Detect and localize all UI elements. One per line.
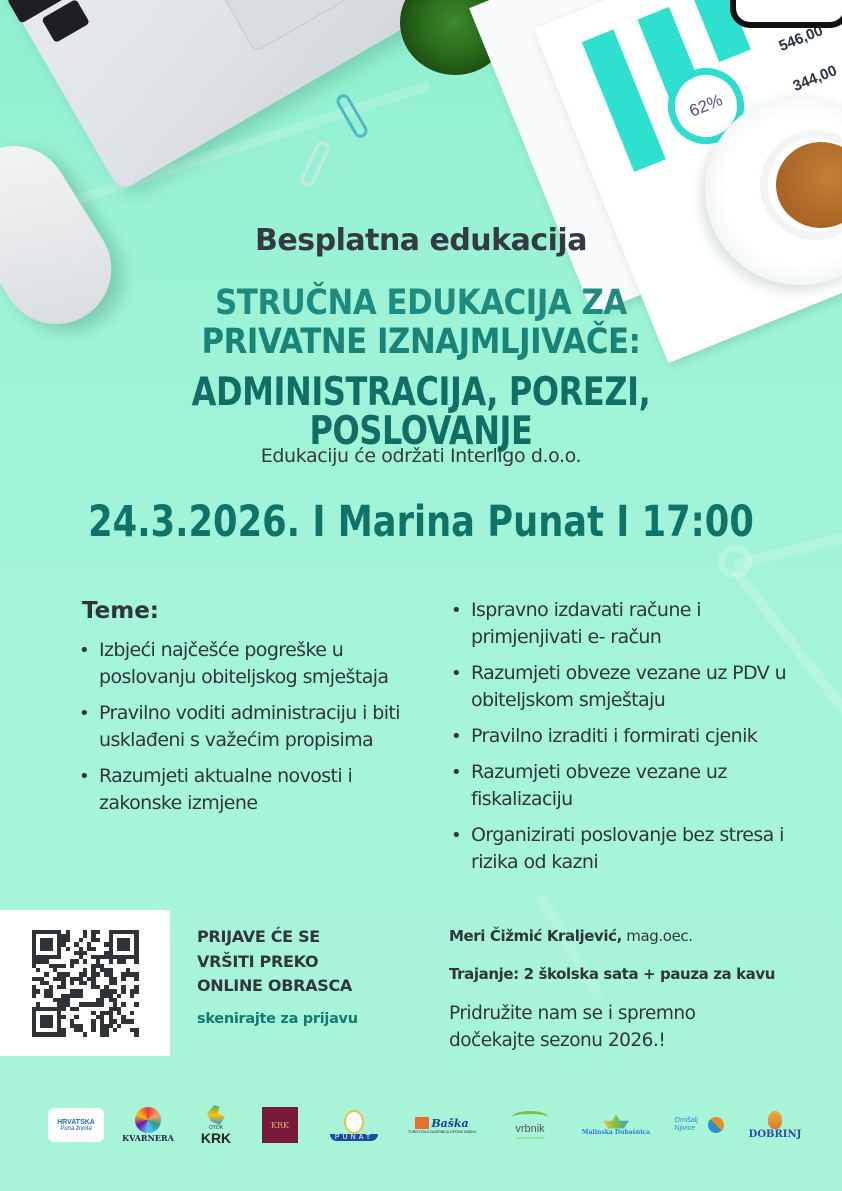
kvarner-mark-icon	[135, 1107, 161, 1133]
topics-list-left	[79, 637, 424, 826]
logo-dobrinj-text: DOBRINJ	[748, 1128, 802, 1140]
topic-item: • Izbjeći najčešće pogreške u poslovanju obiteljskog smještaja	[79, 637, 424, 691]
logo-punat	[326, 1100, 382, 1150]
logo-kvarner-text: KVARNERA	[122, 1133, 174, 1143]
stat-value-1: 546,00	[776, 22, 826, 55]
sponsor-logos	[0, 1100, 842, 1150]
topics-heading: Teme:	[82, 598, 159, 624]
logo-hrvatska	[48, 1100, 104, 1150]
registration-line-1: PRIJAVE ĆE SE	[197, 927, 320, 946]
krk-island-icon	[207, 1105, 225, 1125]
scan-label: skenirajte za prijavu	[197, 1011, 358, 1027]
registration-line-2: VRŠITI PREKO	[197, 951, 319, 971]
network-node	[718, 545, 752, 579]
donut-label: 62%	[686, 90, 726, 121]
lecturer-title: mag.oec.	[621, 927, 693, 945]
logo-grad-krk-text: KRK	[271, 1120, 289, 1130]
registration-line-3: ONLINE OBRASCA	[197, 976, 352, 995]
registration-text	[197, 925, 352, 999]
title-line-3: ADMINISTRACIJA, POREZI, POSLOVANJE	[191, 370, 651, 454]
logo-baska-text: Baška	[431, 1116, 469, 1130]
topic-item: • Organizirati poslovanje bez stresa i rizika od kazni	[451, 822, 796, 876]
logo-vrbnik-sub: vod vinom puka	[515, 1134, 544, 1140]
paperclip-icon	[299, 139, 332, 188]
logo-kvarner	[124, 1100, 172, 1150]
logo-baska	[408, 1100, 476, 1150]
topic-item: • Razumjeti obveze vezane uz fiskalizaciju	[451, 759, 796, 813]
topic-item: • Razumjeti obveze vezane uz PDV u obiteljskom smještaju	[451, 660, 796, 714]
stat-value-2: 344,00	[790, 62, 840, 95]
topics-list-right	[451, 597, 796, 885]
qr-code-panel[interactable]	[0, 910, 170, 1056]
event-date-location-time: 24.3.2026. I Marina Punat I 17:00	[88, 497, 754, 547]
vrbnik-wave-icon	[512, 1111, 548, 1123]
topic-item: • Pravilno voditi administraciju i biti usklađeni s važećim propisima	[79, 700, 424, 754]
network-line	[536, 893, 605, 1002]
logo-otok-krk	[196, 1100, 236, 1150]
punat-crest-icon	[344, 1110, 364, 1134]
cta-line-1: Pridružite nam se i spremno	[449, 1003, 696, 1024]
logo-omisalj-text: Omišalj Njivice	[674, 1117, 698, 1132]
logo-dobrinj	[746, 1100, 804, 1150]
topic-item: • Ispravno izdavati račune i primjenjivati e- račun	[451, 597, 796, 651]
logo-punat-text: PUNAT	[330, 1134, 378, 1141]
topic-item: • Razumjeti aktualne novosti i zakonske izmjene	[79, 763, 424, 817]
malinska-boat-icon	[603, 1115, 629, 1129]
logo-malinska-text: Malinska Dubašnica	[581, 1128, 651, 1136]
logo-otok-krk-sub: OTOK	[208, 1125, 224, 1131]
logo-malinska-dubasnica	[581, 1100, 651, 1150]
logo-hrvatska-text: HRVATSKA	[57, 1118, 95, 1126]
lecturer-info	[449, 927, 693, 945]
logo-otok-krk-text: KRK	[200, 1130, 232, 1146]
duration-text: Trajanje: 2 školska sata + pauza za kavu	[449, 965, 776, 983]
logo-omisalj-njivice	[670, 1100, 728, 1150]
title-line-1: STRUČNA EDUKACIJA ZA	[215, 283, 627, 323]
baska-mark-icon	[415, 1117, 429, 1129]
logo-vrbnik-text: vrbnik	[515, 1122, 545, 1135]
presenter-text: Edukaciju će održati Interligo d.o.o.	[260, 445, 582, 467]
topic-item: • Pravilno izraditi i formirati cjenik	[451, 723, 796, 750]
title-line-2: PRIVATNE IZNAJMLJIVAČE:	[201, 322, 641, 362]
qr-code-icon[interactable]	[32, 930, 139, 1037]
call-to-action	[449, 1000, 749, 1054]
logo-grad-krk	[262, 1100, 298, 1150]
logo-hrvatska-sub: Puna života	[60, 1125, 92, 1132]
dobrinj-crest-icon	[768, 1111, 782, 1129]
subtitle: Besplatna edukacija	[255, 223, 587, 258]
logo-baska-sub: TURISTIČKA ZAJEDNICA OPĆINE BAŠKA	[408, 1129, 476, 1134]
omisalj-sun-icon	[708, 1117, 724, 1133]
cta-line-2: dočekajte sezonu 2026.!	[449, 1030, 666, 1051]
glasses-image	[730, 0, 842, 28]
lecturer-name: Meri Čižmić Kraljević,	[449, 927, 622, 945]
logo-vrbnik	[500, 1100, 560, 1150]
